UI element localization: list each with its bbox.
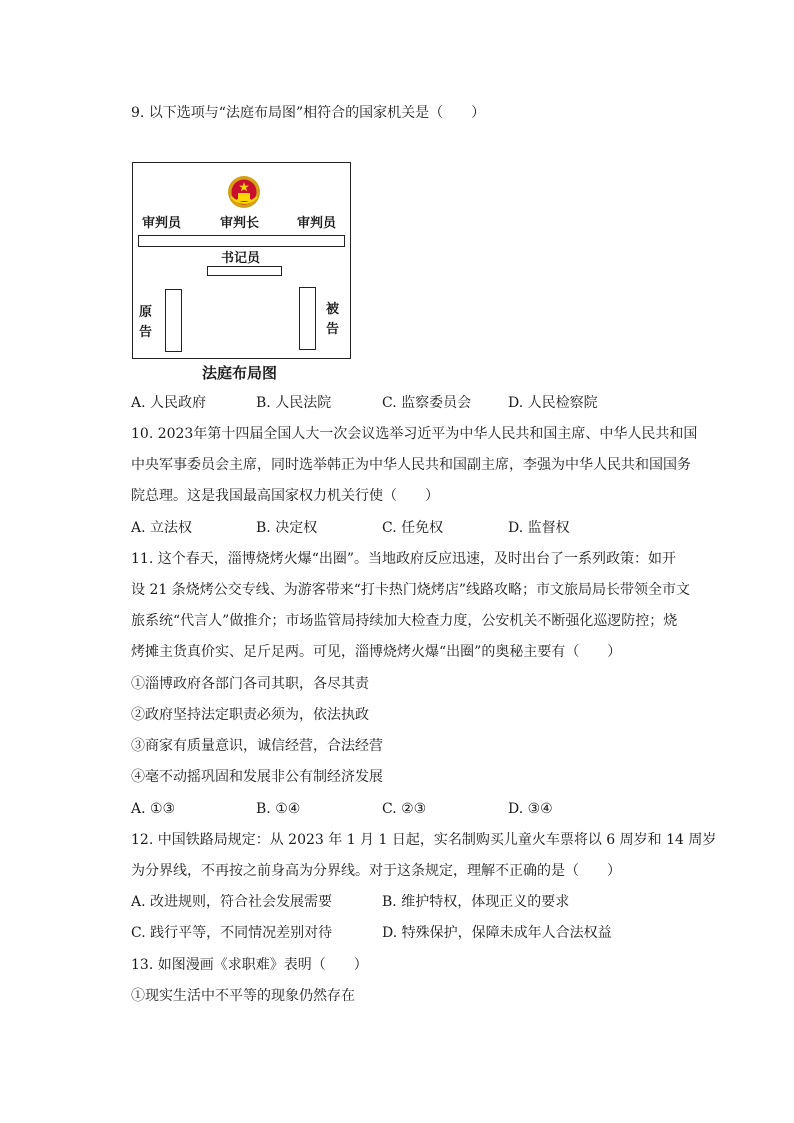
defendant-label: 被告	[326, 302, 340, 337]
question-10-line-2: 中央军事委员会主席，同时选举韩正为中华人民共和国副主席，李强为中华人民共和国国务	[131, 457, 691, 473]
q10-option-b: B. 决定权	[256, 520, 318, 536]
q9-option-b: B. 人民法院	[256, 395, 332, 411]
chief-judge-label: 审判长	[220, 216, 260, 231]
q11-item-3: ③商家有质量意识，诚信经营，合法经营	[131, 738, 383, 754]
question-11-line-3: 旅系统“代言人”做推介；市场监管局持续加大检查力度，公安机关不断强化巡逻防控；烧	[131, 613, 678, 629]
question-12-line-1: 12. 中国铁路局规定：从 2023 年 1 月 1 日起，实名制购买儿童火车票将以 6 周岁和 14 周岁	[131, 832, 717, 848]
q11-option-a: A. ①③	[131, 801, 176, 817]
plaintiff-label: 原告	[139, 305, 153, 340]
q11-item-4: ④毫不动摇巩固和发展非公有制经济发展	[131, 769, 383, 785]
q11-option-c: C. ②③	[382, 801, 427, 817]
defendant-desk	[299, 287, 316, 350]
judge-right-label: 审判员	[297, 216, 337, 231]
q9-option-c: C. 监察委员会	[382, 395, 472, 411]
q11-item-2: ②政府坚持法定职责必须为，依法执政	[131, 707, 369, 723]
q9-option-a: A. 人民政府	[131, 395, 207, 411]
question-10-line-3: 院总理。这是我国最高国家权力机关行使（ ）	[131, 488, 439, 504]
question-11-line-1: 11. 这个春天，淄博烧烤火爆“出圈”。当地政府反应迅速，及时出台了一系列政策：如开	[131, 551, 677, 567]
q12-option-d: D. 特殊保护，保障未成年人合法权益	[382, 925, 612, 941]
diagram-caption: 法庭布局图	[202, 364, 278, 382]
plaintiff-desk	[165, 289, 182, 352]
q12-option-b: B. 维护特权，体现正义的要求	[382, 894, 570, 910]
q13-item-1: ①现实生活中不平等的现象仍然存在	[131, 988, 355, 1004]
q11-option-d: D. ③④	[508, 801, 553, 817]
q12-option-c: C. 践行平等，不同情况差别对待	[131, 925, 333, 941]
judge-left-label: 审判员	[142, 216, 182, 231]
question-11-line-4: 烤摊主货真价实、足斤足两。可见，淄博烧烤火爆“出圈”的奥秘主要有（ ）	[131, 644, 622, 660]
courtroom-layout-diagram	[132, 162, 351, 359]
question-13-stem: 13. 如图漫画《求职难》表明（ ）	[131, 957, 368, 973]
q11-option-b: B. ①④	[256, 801, 301, 817]
judges-bench	[138, 235, 345, 247]
q11-item-1: ①淄博政府各部门各司其职，各尽其责	[131, 676, 369, 692]
q10-option-a: A. 立法权	[131, 520, 193, 536]
question-9-stem: 9. 以下选项与“法庭布局图”相符合的国家机关是（ ）	[131, 105, 486, 121]
clerk-label: 书记员	[221, 251, 261, 266]
q10-option-d: D. 监督权	[508, 520, 570, 536]
q9-option-d: D. 人民检察院	[508, 395, 598, 411]
question-10-line-1: 10. 2023年第十四届全国人大一次会议选举习近平为中华人民共和国主席、中华人民共和国	[131, 426, 698, 442]
q12-option-a: A. 改进规则，符合社会发展需要	[131, 894, 333, 910]
question-11-line-2: 设 21 条烧烤公交专线、为游客带来“打卡热门烧烤店”线路攻略；市文旅局局长带领全市文	[131, 582, 691, 598]
national-emblem-icon	[227, 175, 261, 209]
q10-option-c: C. 任免权	[382, 520, 444, 536]
question-12-line-2: 为分界线，不再按之前身高为分界线。对于这条规定，理解不正确的是（ ）	[131, 863, 621, 879]
clerk-desk	[207, 266, 282, 276]
